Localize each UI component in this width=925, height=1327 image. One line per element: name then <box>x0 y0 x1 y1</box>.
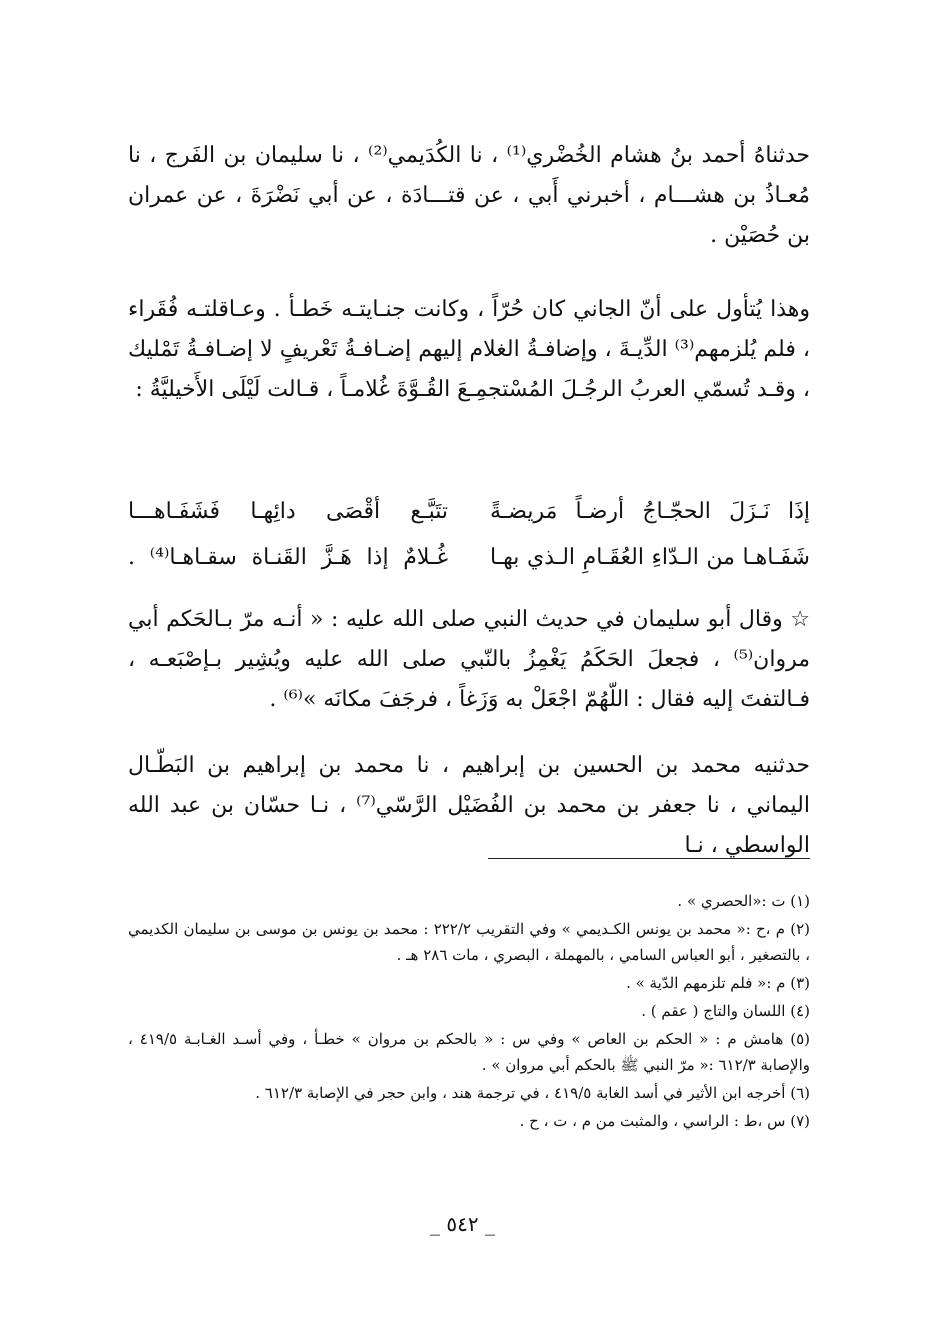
footnote: (٧) س ،ط : الراسي ، والمثبت من م ، ت ، ح . <box>519 1112 810 1130</box>
footnote: (٦) أخرجه ابن الأثير في أسد الغابة ٤١٩/٥ ، في ترجمة هند ، وابن حجر في الإصابة ٦١٢/٣ . <box>255 1084 810 1102</box>
footnote-divider <box>488 858 810 859</box>
footnotes <box>128 888 810 1136</box>
poem-hemistich-first: شَفَـاهـا من الـدّاءِ العُقَـامِ الـذي بهـا <box>490 544 810 570</box>
poem-hemistich-second: تتَبَّـع أقْصَى دائِهـا فَشَفَـاهـــا <box>128 498 448 524</box>
footnote: (٣) م :« فلم تلزمهم الدّية » . <box>626 974 810 992</box>
footnote: (٥) هامش م : « الحكم بن العاص » وفي س : « بالحكم بن مروان » خطـأ ، وفي أسـد الغـابـة ٤١٩/٥ ، والإصابة ٦١٢/٣ :« مرّ النبي ﷺ بالحكم أبي مروان » . <box>128 1030 810 1074</box>
paragraph-explanation: وهذا يُتأول على أنّ الجاني كان حُرّاً ، وكانت جنـايتـه خَطـأ . وعـاقلتـه فُقَراء ، فلم يُلزمهم⁽³⁾ الدِّيـةَ ، وإضافـةُ الغلام إليهم إضـافـةُ تَعْريفٍ لا إضـافـةُ تَمْليك ، وقـد تُسمّي العربُ الرجُـلَ المُسْتجمِـعَ القُـوَّةَ غُلامـاً ، قـالت لَيْلَى الأَخيليَّةُ : <box>128 297 810 402</box>
poem-verse <box>128 534 810 580</box>
page-number: _ ٥٤٢ _ <box>430 1212 495 1236</box>
paragraph-new-hadith: ☆ وقال أبو سليمان في حديث النبي صلى الله عليه : « أنـه مرّ بـالحَكم أبي مروان⁽⁵⁾ ، فجعلَ الحَكَمُ يَغْمِزُ بالنّبي صلى الله عليه ويُشِير بـإصْبَعـه ، فـالتفتَ إليه فقال : اللّهُمّ اجْعَلْ به وَزَغاً ، فرجَفَ مكانَه »⁽⁶⁾ . <box>128 607 810 712</box>
poem-hemistich-second: غُـلامٌ إذا هَـزَّ القَنـاة سقـاهـا⁽⁴⁾ . <box>128 544 449 570</box>
footnote: (٢) م ،ح :« محمد بن يونس الكـديمي » وفي التقريب ٢٢٢/٢ : محمد بن يونس بن موسى بن سليمان الكديمي ، بالتصغير ، أبو العباس السامي ، بالمهملة ، البصري ، مات ٢٨٦ هـ . <box>128 920 811 964</box>
poem-hemistich-first: إذَا نَـزَلَ الحجّـاجُ أرضـاً مَريضـةً <box>490 498 810 524</box>
paragraph-hadith-chain: حدثناهُ أحمد بنُ هشام الخُضْري⁽¹⁾ ، نا الكُدَيمي⁽²⁾ ، نا سليمان بن الفَرج ، نا مُعـاذُ بن هشـــام ، أخبرني أَبي ، عن قتـــادَة ، عن أبي نَضْرَةَ ، عن عمران بن حُصَيْن . <box>128 143 811 248</box>
footnote: (١) ت :«الحصري » . <box>677 892 810 910</box>
poem-verse <box>128 488 810 534</box>
poem <box>128 488 810 580</box>
footnote: (٤) اللسان والتاج ( عقم ) . <box>641 1002 810 1020</box>
paragraph-isnad: حدثنيه محمد بن الحسين بن إبراهيم ، نا محمد بن إبراهيم بن البَطّـال اليماني ، نا جعفر بن محمد بن الفُضَيْل الرَّسّي⁽⁷⁾ ، نـا حسّان بن عبد الله الواسطي ، نـا <box>128 753 810 858</box>
